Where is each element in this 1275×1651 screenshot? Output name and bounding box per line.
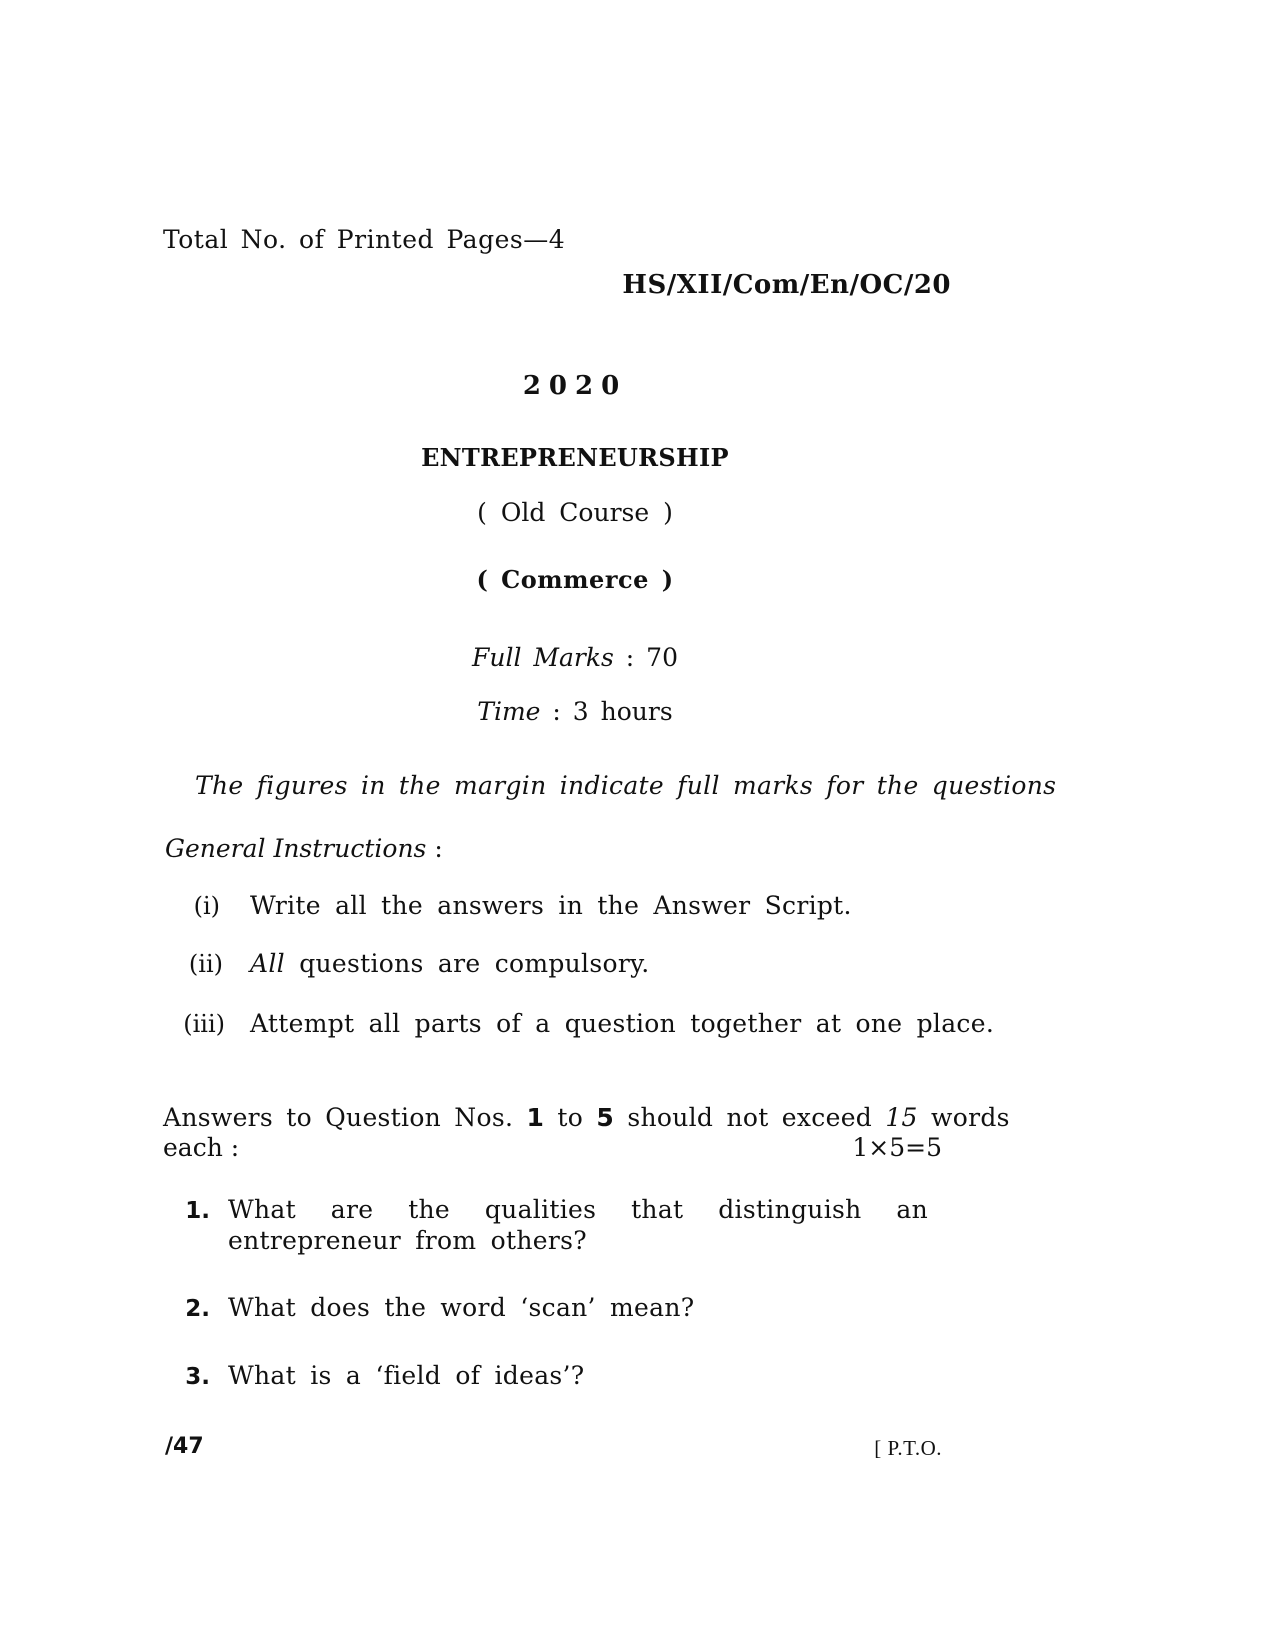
question-text: What is a ‘field of ideas’? <box>228 1361 585 1390</box>
section-instruction-cont: each : <box>163 1133 240 1162</box>
question-number: 3. <box>185 1364 210 1390</box>
instruction-rest: questions are compulsory. <box>284 949 650 978</box>
section-prefix: Answers to Question Nos. <box>163 1103 527 1132</box>
gi-heading-suffix: : <box>426 834 443 863</box>
footer-pto: [ P.T.O. <box>874 1436 942 1460</box>
paper-code: HS/XII/Com/En/OC/20 <box>622 270 951 300</box>
section-limit: 15 <box>885 1103 918 1132</box>
margin-note: The figures in the margin indicate full marks for the questions <box>195 771 1057 800</box>
question-text: What are the qualities that distinguish an entrepreneur from others? <box>228 1195 928 1255</box>
section-middle: should not exceed <box>614 1103 886 1132</box>
section-instruction <box>163 1103 1010 1132</box>
instruction-text <box>250 949 649 978</box>
section-from: 1 <box>526 1103 545 1132</box>
total-printed-pages: Total No. of Printed Pages—4 <box>163 225 566 254</box>
exam-time <box>0 697 1150 726</box>
question-number: 2. <box>185 1296 210 1322</box>
section-to: 5 <box>596 1103 615 1132</box>
instruction-number: (ii) <box>188 950 223 978</box>
question-number: 1. <box>185 1198 210 1224</box>
course-type: ( Old Course ) <box>477 498 673 527</box>
footer-code: /47 <box>165 1434 204 1459</box>
subject-title: ENTREPRENEURSHIP <box>421 443 729 472</box>
instruction-number: (iii) <box>183 1010 225 1038</box>
time-label: Time <box>477 697 541 726</box>
stream: ( Commerce ) <box>476 565 674 594</box>
instruction-emphasis: All <box>250 949 285 978</box>
section-suffix: words <box>917 1103 1010 1132</box>
marks-scheme: 1×5=5 <box>852 1133 942 1162</box>
time-value: : 3 hours <box>552 697 673 726</box>
general-instructions-heading <box>165 834 443 863</box>
question-text: What does the word ‘scan’ mean? <box>228 1293 695 1322</box>
instruction-text: Attempt all parts of a question together at one place. <box>250 1009 995 1038</box>
exam-year: 2020 <box>522 371 628 401</box>
gi-heading-text: General Instructions <box>165 834 427 863</box>
section-to-word: to <box>544 1103 597 1132</box>
full-marks <box>0 643 1150 672</box>
instruction-text: Write all the answers in the Answer Script. <box>250 891 852 920</box>
full-marks-value: : 70 <box>625 643 678 672</box>
full-marks-label: Full Marks <box>472 643 614 672</box>
instruction-number: (i) <box>193 892 220 920</box>
